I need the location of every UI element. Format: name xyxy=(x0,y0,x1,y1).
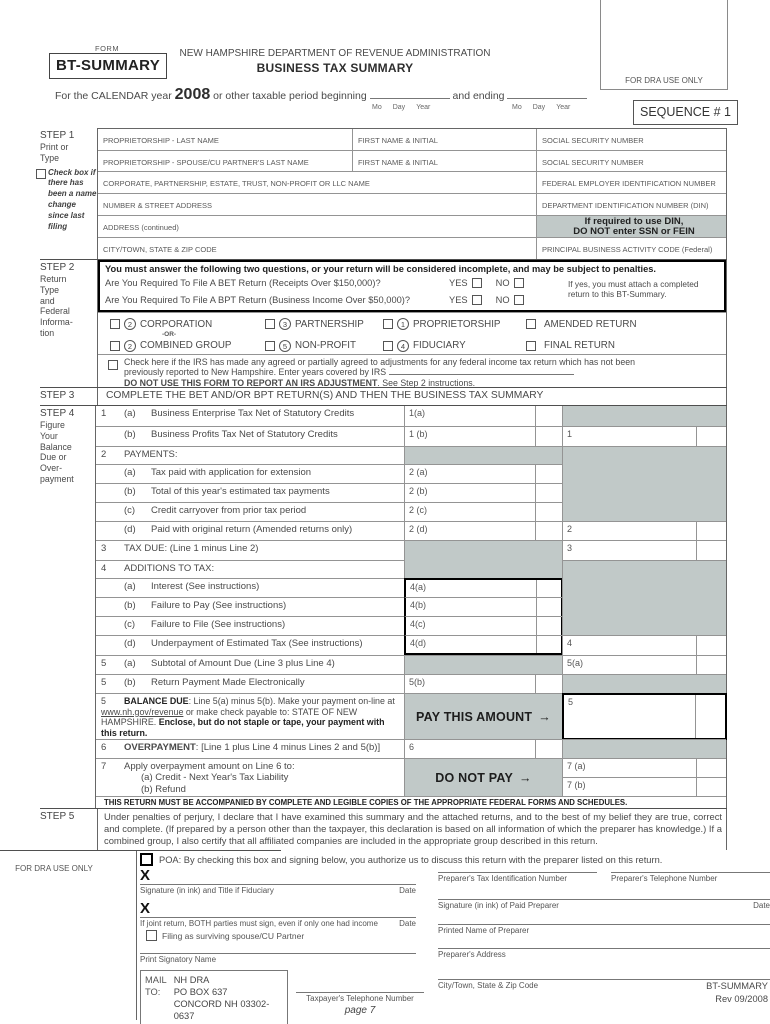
amended-return: AMENDED RETURN xyxy=(526,316,676,332)
signature-section: FOR DRA USE ONLY POA: By checking this box and signing below, you authorize us to discuss this return with the preparer listed on this return. X Signature (in ink) and Title if Fiduciary Date X If joint return, BOTH parties must sign, even if only one had income Date Filing as surviving spouse/CU Partner Print Signatory Name MAIL TO: NH DRA PO BOX 637 CONCORD NH 03302-0637 Taxpayer's Telephone Number page 7 Preparer's Tax Identification Number Preparer's Telephone Number Signature (in ink) of Paid Preparer Date Printed Name of Preparer Preparer's Address City/Town, State & Zip Code BT-SUMMARY Rev 09/2008 xyxy=(0,850,770,1024)
balance-due-amount-field[interactable]: 5 xyxy=(562,693,727,740)
line-7-row: 7 Apply overpayment amount on Line 6 to: (a) Credit - Next Year's Tax Liability (b) Refund DO NOT PAY → 7 (a) 7 (b) xyxy=(96,758,726,796)
step2-content xyxy=(97,260,727,387)
balance-due-cell xyxy=(562,693,726,739)
form-footer: BT-SUMMARY Rev 09/2008 xyxy=(706,981,768,1004)
line-5b-amount-field[interactable]: 5(b) xyxy=(404,674,562,693)
non-profit-checkbox[interactable] xyxy=(265,341,275,351)
do-not-pay-arrow-icon: → xyxy=(519,770,532,785)
bpt-no-checkbox[interactable] xyxy=(514,295,524,305)
mail-to-box: MAIL TO: NH DRA PO BOX 637 CONCORD NH 03302-0637 xyxy=(140,970,288,1024)
irs-adjustment-checkbox[interactable] xyxy=(108,360,118,370)
spouse-ssn-field[interactable]: SOCIAL SECURITY NUMBER xyxy=(536,151,726,171)
federal-forms-note: THIS RETURN MUST BE ACCOMPANIED BY COMPLETE AND LEGIBLE COPIES OF THE APPROPRIATE FEDERAL FORMS AND SCHEDULES. xyxy=(96,796,726,808)
name-change-checkbox[interactable] xyxy=(36,169,46,179)
line-4a-amount-field[interactable]: 4(a) xyxy=(404,578,562,597)
dra-use-only-bottom: FOR DRA USE ONLY xyxy=(0,850,137,1020)
line-4d-row: (d) Underpayment of Estimated Tax (See instructions) 4(d) 4 xyxy=(96,635,726,655)
date-units-end: Mo Day Year xyxy=(512,104,571,111)
form-body xyxy=(40,128,727,850)
entity-partnership: 3 PARTNERSHIP xyxy=(265,316,383,332)
line-1a-shaded-cell xyxy=(562,406,726,426)
pay-this-amount-cell: PAY THIS AMOUNT → xyxy=(404,693,562,739)
surviving-spouse-checkbox[interactable] xyxy=(146,930,157,941)
calendar-pre-text: For the CALENDAR year xyxy=(55,90,172,102)
line-3-row: 3 TAX DUE: (Line 1 minus Line 2) 3 xyxy=(96,540,726,560)
step5-section xyxy=(40,808,727,850)
balance-due-row: 5 BALANCE DUE: Line 5(a) minus 5(b). Make your payment on-line at www.nh.gov/revenue or make check payable to: STATE OF NEW HAMPSHIRE. Enclose, but do not staple or tape, your payment with this return. PAY THIS AMOUNT → 5 xyxy=(96,693,726,739)
proprietorship-checkbox[interactable] xyxy=(383,319,393,329)
step2-label: STEP 2 Return Type and Federal Informa- tion xyxy=(40,262,75,338)
line-1a-amount-field[interactable]: 1(a) xyxy=(404,406,562,426)
dra-use-only-label: FOR DRA USE ONLY xyxy=(625,76,703,85)
step1-label: STEP 1 Print or Type Check box if there has been a name change since last filing xyxy=(40,128,97,259)
bet-no-checkbox[interactable] xyxy=(514,278,524,288)
step4-table xyxy=(95,406,727,808)
line-1-total-field[interactable]: 1 xyxy=(562,426,726,446)
line-3-total-field[interactable]: 3 xyxy=(562,540,726,560)
bet-question-row: Are You Required To File A BET Return (Receipts Over $150,000)? YES NO xyxy=(105,274,568,291)
surviving-spouse-row: Filing as surviving spouse/CU Partner xyxy=(146,930,428,941)
step5-content xyxy=(97,809,727,850)
line-4c-row: (c) Failure to File (See instructions) 4(c) xyxy=(96,616,726,635)
line-2b-amount-field[interactable]: 2 (b) xyxy=(404,483,562,502)
step5-label: STEP 5 xyxy=(40,811,75,822)
period-end-field[interactable] xyxy=(507,88,587,99)
line-1b-row: (b) Business Profits Tax Net of Statutory Credits 1 (b) 1 xyxy=(96,426,726,446)
din-warning-note: If required to use DIN, DO NOT enter SSN or FEIN xyxy=(536,216,726,237)
step3-content: COMPLETE THE BET AND/OR BPT RETURN(S) AND THEN THE BUSINESS TAX SUMMARY xyxy=(97,388,727,405)
partnership-checkbox[interactable] xyxy=(265,319,275,329)
spouse-first-name-field[interactable]: FIRST NAME & INITIAL xyxy=(352,151,536,171)
signature-x-mark: X xyxy=(140,867,151,884)
line-2d-row: (d) Paid with original return (Amended returns only) 2 (d) 2 xyxy=(96,521,726,540)
line-1b-amount-field[interactable]: 1 (b) xyxy=(404,426,562,446)
din-field[interactable]: DEPARTMENT IDENTIFICATION NUMBER (DIN) xyxy=(536,194,726,215)
line-7b-amount-field[interactable]: 7 (b) xyxy=(563,777,726,796)
line-2d-amount-field[interactable]: 2 (d) xyxy=(404,521,562,540)
agency-name: NEW HAMPSHIRE DEPARTMENT OF REVENUE ADMINISTRATION xyxy=(179,48,491,59)
fiduciary-checkbox[interactable] xyxy=(383,341,393,351)
line-5a-total-field[interactable]: 5(a) xyxy=(562,655,726,674)
line-5b-row: 5 (b) Return Payment Made Electronically 5(b) xyxy=(96,674,726,693)
line-7a-amount-field[interactable]: 7 (a) xyxy=(563,759,726,777)
form-word-label: FORM xyxy=(95,44,120,53)
proprietor-first-name-field[interactable]: FIRST NAME & INITIAL xyxy=(352,129,536,150)
line-6-amount-field[interactable]: 6 xyxy=(404,739,562,758)
street-address-field[interactable]: NUMBER & STREET ADDRESS xyxy=(103,201,213,210)
calendar-year-value: 2008 xyxy=(174,86,211,103)
line-2a-amount-field[interactable]: 2 (a) xyxy=(404,464,562,483)
proprietor-last-name-field[interactable]: PROPRIETORSHIP - LAST NAME xyxy=(103,136,219,145)
step4-label: STEP 4 Figure Your Balance Due or Over- payment xyxy=(40,408,75,484)
final-return: FINAL RETURN xyxy=(526,338,676,354)
combined-group-checkbox[interactable] xyxy=(110,341,120,351)
step3-section xyxy=(40,387,727,405)
step1-section xyxy=(40,128,727,259)
form-header xyxy=(0,0,770,128)
entity-proprietorship: 1 PROPRIETORSHIP xyxy=(383,316,526,332)
mailing-address: NH DRA PO BOX 637 CONCORD NH 03302-0637 xyxy=(173,975,270,1022)
proprietor-ssn-field[interactable]: SOCIAL SECURITY NUMBER xyxy=(536,129,726,150)
form-number-box: BT-SUMMARY xyxy=(49,53,167,79)
calendar-and-text: and ending xyxy=(452,90,505,102)
period-begin-field[interactable] xyxy=(370,88,450,99)
do-not-pay-cell: DO NOT PAY → xyxy=(404,758,562,796)
irs-adjustment-row: Check here if the IRS has made any agreed or partially agreed to adjustments for any federal income tax return which has not been previously reported to New Hampshire. Enter years covered by IRS DO NOT USE THIS FORM TO REPORT AN IRS ADJUSTMENT. See Step 2 instructions. xyxy=(98,354,726,387)
questions-warning: You must answer the following two questions, or your return will be considered incomplete, and may be subject to penalties. xyxy=(105,264,657,274)
fein-field[interactable]: FEDERAL EMPLOYER IDENTIFICATION NUMBER xyxy=(536,172,726,193)
business-name-field[interactable]: CORPORATE, PARTNERSHIP, ESTATE, TRUST, NON-PROFIT OR LLC NAME xyxy=(103,179,370,188)
name-change-note: Check box if there has been a name change since last filing xyxy=(36,168,97,233)
line-2-total-field[interactable]: 2 xyxy=(562,521,726,540)
line-4b-amount-field[interactable]: 4(b) xyxy=(404,597,562,616)
line-4d-amount-field[interactable]: 4(d) xyxy=(404,635,562,655)
spouse-last-name-field[interactable]: PROPRIETORSHIP - SPOUSE/CU PARTNER'S LAST NAME xyxy=(103,158,309,167)
step4-section xyxy=(40,405,727,808)
line-2c-amount-field[interactable]: 2 (c) xyxy=(404,502,562,521)
line-2-header-row: 2 PAYMENTS: xyxy=(96,446,726,464)
address-continued-field[interactable]: ADDRESS (continued) xyxy=(103,223,179,232)
line-6-row: 6 OVERPAYMENT: [Line 1 plus Line 4 minus Lines 2 and 5(b)] 6 xyxy=(96,739,726,758)
sequence-box: SEQUENCE # 1 xyxy=(633,100,738,125)
entity-combined-group: 2 COMBINED GROUP xyxy=(110,338,265,354)
line-2c-row: (c) Credit carryover from prior tax period 2 (c) xyxy=(96,502,726,521)
entity-non-profit: 5 NON-PROFIT xyxy=(265,338,383,354)
required-questions-box xyxy=(98,260,726,312)
line-5a-row: 5 (a) Subtotal of Amount Due (Line 3 plus Line 4) 5(a) xyxy=(96,655,726,674)
corporation-checkbox[interactable] xyxy=(110,319,120,329)
if-yes-note: If yes, you must attach a completed return to this BT-Summary. xyxy=(568,279,699,300)
line-4-header-row: 4 ADDITIONS TO TAX: xyxy=(96,560,726,578)
line-1a-row: 1 (a) Business Enterprise Tax Net of Statutory Credits 1(a) xyxy=(96,406,726,426)
bpt-question-row: Are You Required To File A BPT Return (Business Income Over $50,000)? YES NO xyxy=(105,291,568,308)
line-2a-row: (a) Tax paid with application for extension 2 (a) xyxy=(96,464,726,483)
page-number: page 7 xyxy=(344,1005,376,1016)
poa-checkbox[interactable] xyxy=(140,853,153,866)
line-4-total-field[interactable]: 4 xyxy=(562,635,726,655)
bpt-yes-checkbox[interactable] xyxy=(472,295,482,305)
step2-section xyxy=(40,259,727,387)
activity-code-field[interactable]: PRINCIPAL BUSINESS ACTIVITY CODE (Federal) xyxy=(536,238,726,259)
step1-table xyxy=(97,128,727,259)
pay-arrow-icon: → xyxy=(538,709,551,724)
dra-use-only-box xyxy=(600,0,728,90)
joint-signature-x-mark: X xyxy=(140,900,151,917)
city-state-zip-field[interactable]: CITY/TOWN, STATE & ZIP CODE xyxy=(103,245,217,254)
line-4c-amount-field[interactable]: 4(c) xyxy=(404,616,562,635)
line-4a-row: (a) Interest (See instructions) 4(a) xyxy=(96,578,726,597)
date-units-begin: Mo Day Year xyxy=(372,104,431,111)
final-return-checkbox[interactable] xyxy=(526,341,536,351)
payment-url[interactable]: www.nh.gov/revenue xyxy=(101,706,184,717)
irs-years-field[interactable] xyxy=(389,367,574,375)
page-title: BUSINESS TAX SUMMARY xyxy=(256,61,414,75)
bet-yes-checkbox[interactable] xyxy=(472,278,482,288)
step3-label: STEP 3 xyxy=(40,390,75,401)
entity-corporation: 2 CORPORATION xyxy=(110,316,265,332)
amended-return-checkbox[interactable] xyxy=(526,319,536,329)
line-4b-row: (b) Failure to Pay (See instructions) 4(b) xyxy=(96,597,726,616)
or-label: -OR- xyxy=(162,331,177,339)
entity-type-row xyxy=(98,312,726,354)
perjury-declaration: Under penalties of perjury, I declare that I have examined this summary and the attached returns, and to the best of my belief they are true, correct and complete. (If prepared by a person other than the taxpayer, this declaration is based on all information of which the preparer has knowledge.) If a combined group, I also certify that all affiliated companies are included in the appropriate group described in this return. xyxy=(104,811,722,846)
calendar-mid-text: or other taxable period beginning xyxy=(213,90,367,102)
line-2b-row: (b) Total of this year's estimated tax payments 2 (b) xyxy=(96,483,726,502)
calendar-year-line xyxy=(55,86,587,104)
poa-row: POA: By checking this box and signing below, you authorize us to discuss this return with the preparer listed on this return. xyxy=(140,853,770,866)
entity-fiduciary: 4 FIDUCIARY xyxy=(383,338,526,354)
